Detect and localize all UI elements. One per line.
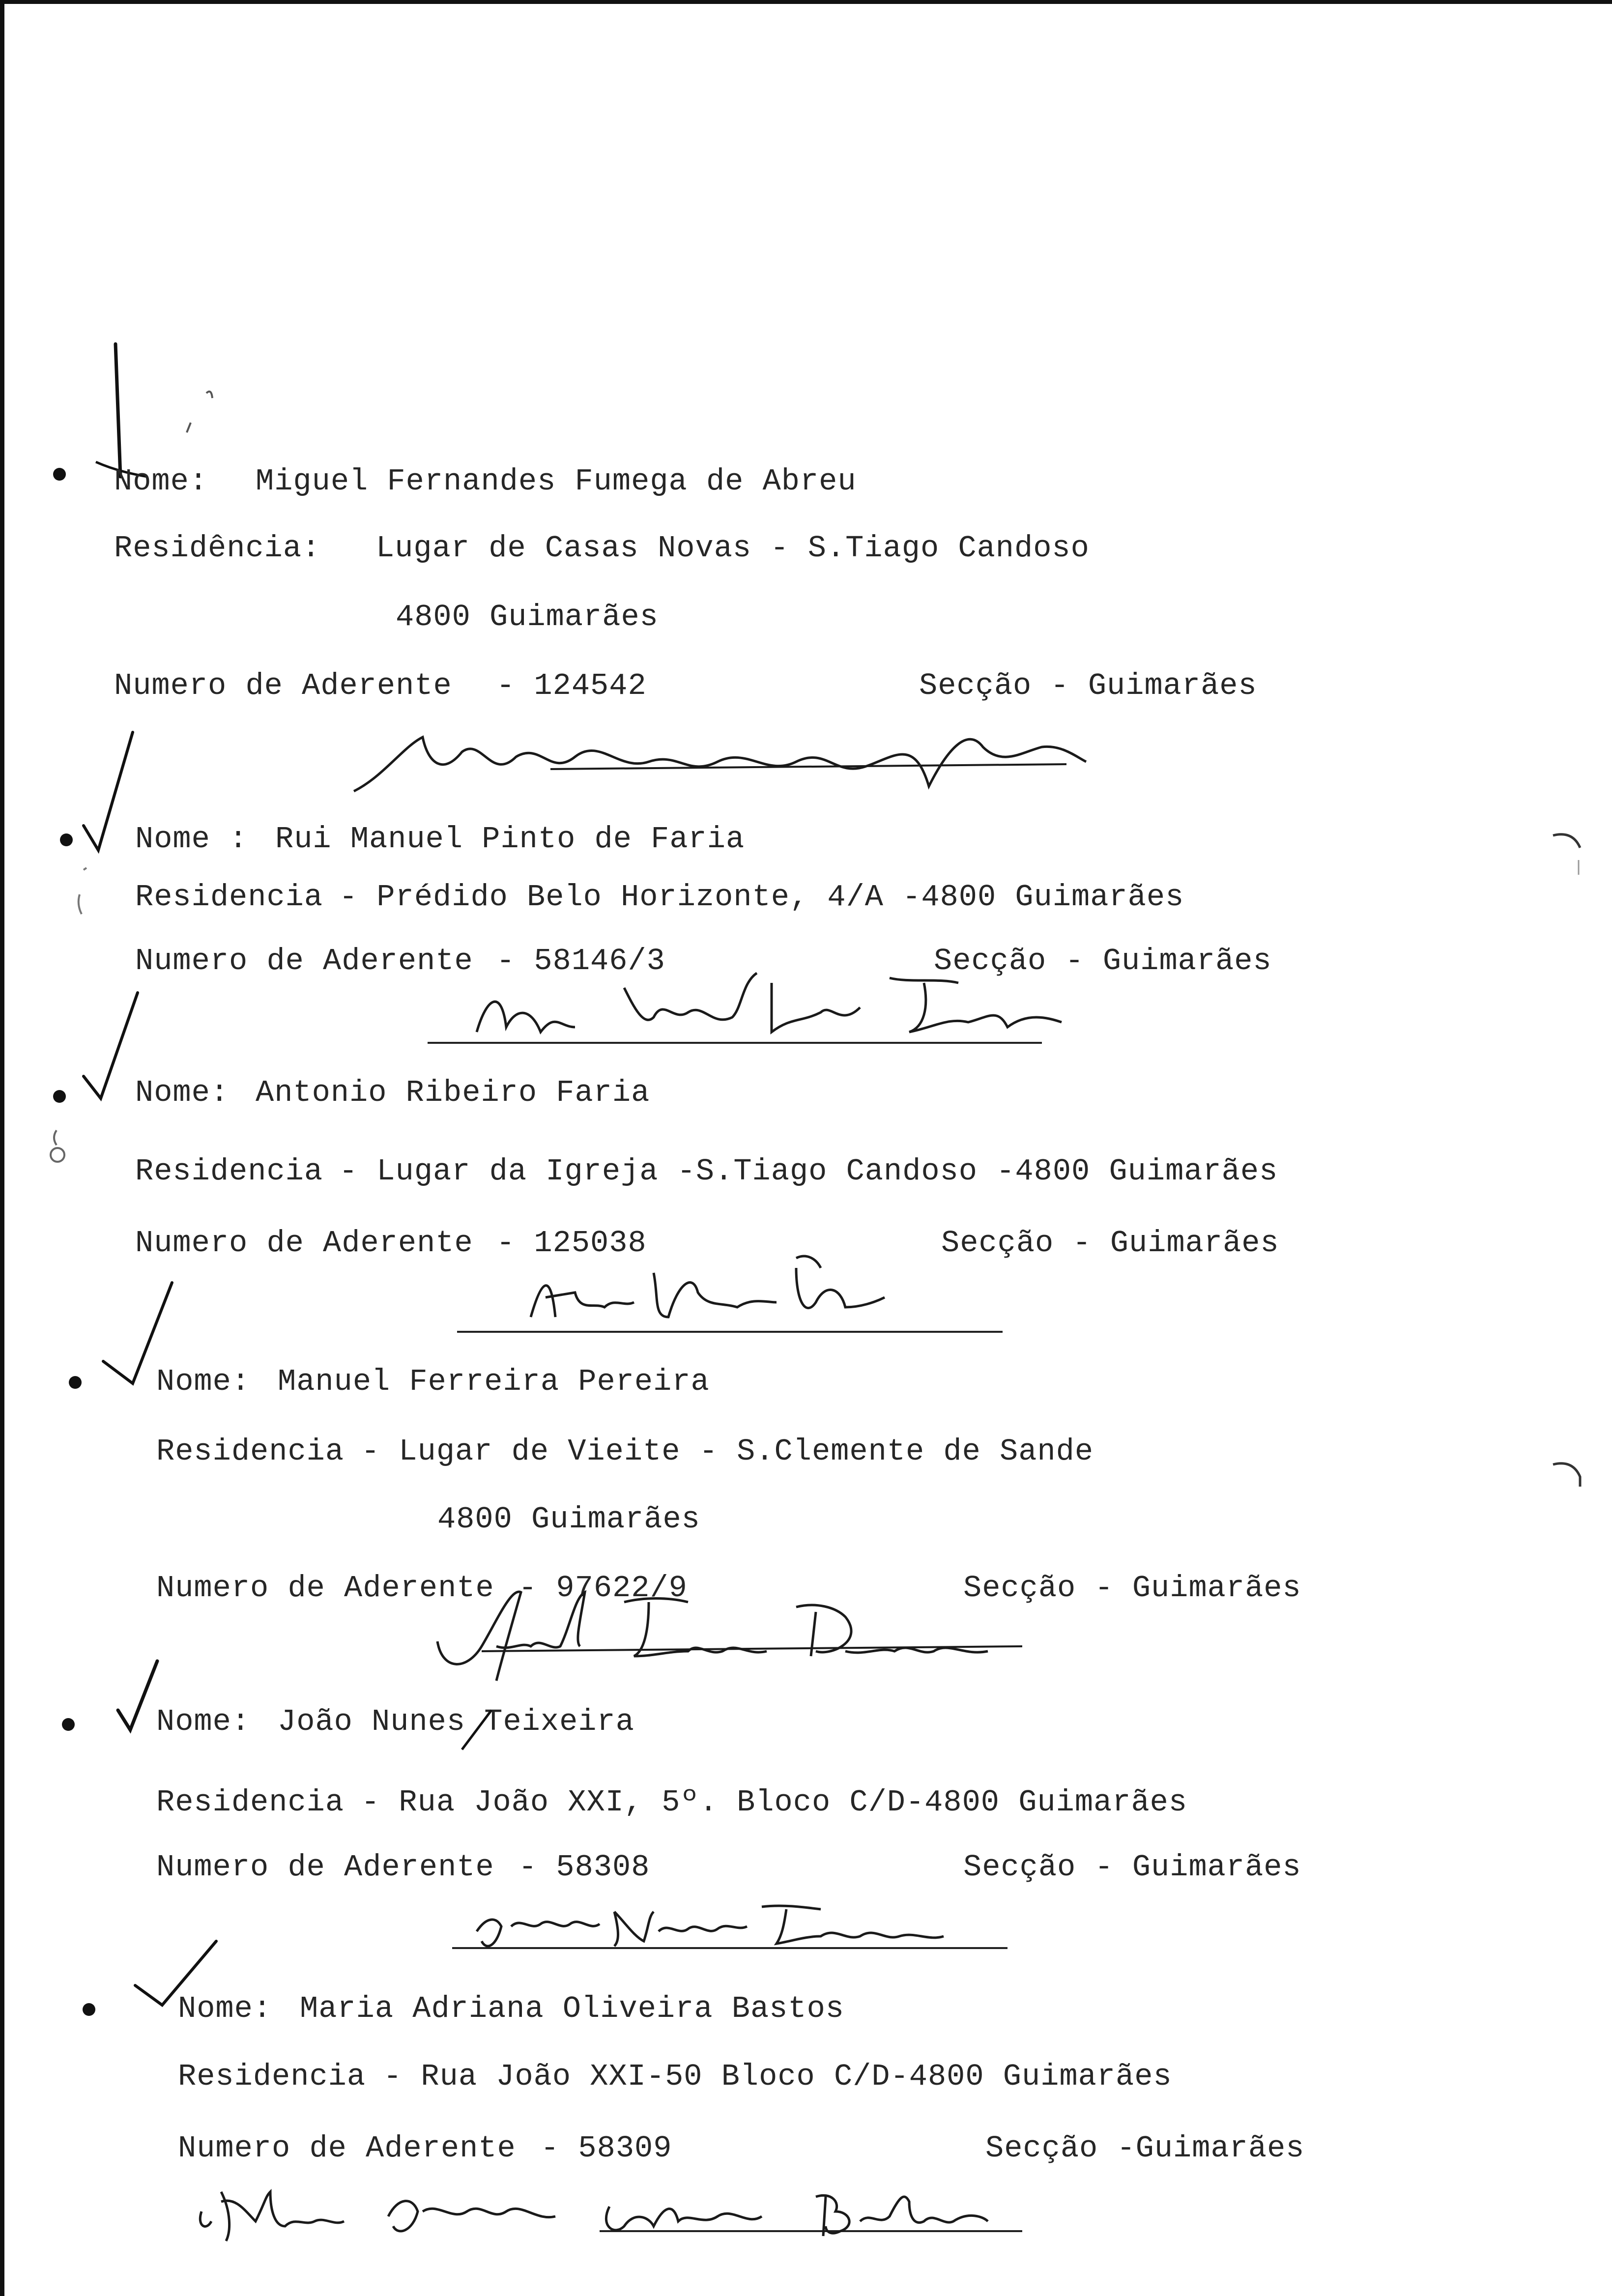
margin-mark-right-2 — [1548, 1455, 1587, 1494]
member-number: - 125038 — [496, 1226, 647, 1261]
residence-value: Lugar de Casas Novas - S.Tiago Candoso — [376, 531, 1090, 566]
residence-value: - Prédido Belo Horizonte, 4/A -4800 Guimarães — [339, 880, 1184, 915]
member-name: Antonio Ribeiro Faria — [256, 1075, 650, 1110]
member-name: João Nunes Teixeira — [278, 1704, 634, 1739]
section-value: Secção - Guimarães — [934, 944, 1272, 978]
residence-label: Residencia — [178, 2059, 366, 2094]
residence-value: - Rua João XXI, 5º. Bloco C/D-4800 Guimarães — [361, 1785, 1188, 1820]
residence-value: - Lugar da Igreja -S.Tiago Candoso -4800 Guimarães — [339, 1154, 1278, 1189]
margin-mark-left-1 — [74, 865, 103, 929]
name-label: Nome : — [135, 822, 248, 857]
member-name: Manuel Ferreira Pereira — [278, 1364, 710, 1399]
member-name: Miguel Fernandes Fumega de Abreu — [256, 464, 857, 499]
name-label: Nome: — [114, 464, 208, 499]
name-label: Nome: — [135, 1075, 230, 1110]
handwritten-signature — [192, 2182, 1008, 2251]
member-number-label: Numero de Aderente — [156, 1571, 494, 1606]
bullet-icon — [60, 833, 73, 846]
section-value: Secção - Guimarães — [919, 668, 1257, 703]
scan-border-top — [0, 0, 1612, 4]
member-number: - 58146/3 — [496, 944, 665, 978]
member-number-label: Numero de Aderente — [114, 668, 452, 703]
bullet-icon — [53, 468, 66, 481]
margin-mark-left-2 — [47, 1125, 76, 1175]
residence-value: - Lugar de Vieite - S.Clemente de Sande — [361, 1434, 1094, 1469]
residence-label: Residencia — [135, 1154, 323, 1189]
residence-label: Residência: — [114, 531, 321, 566]
member-number: - 124542 — [496, 668, 647, 703]
residence-value: - Rua João XXI-50 Bloco C/D-4800 Guimarães — [383, 2059, 1172, 2094]
member-number: - 97622/9 — [518, 1571, 688, 1606]
residence-label: Residencia — [156, 1785, 345, 1820]
margin-mark-right-1 — [1548, 826, 1587, 885]
member-number-label: Numero de Aderente — [156, 1850, 494, 1885]
member-number-label: Numero de Aderente — [135, 944, 473, 978]
residence-city: 4800 Guimarães — [396, 600, 659, 634]
margin-mark-top — [177, 383, 221, 442]
residence-label: Residencia — [135, 880, 323, 915]
member-number-label: Numero de Aderente — [135, 1226, 473, 1261]
name-label: Nome: — [156, 1704, 251, 1739]
section-value: Secção -Guimarães — [985, 2131, 1305, 2166]
handwritten-signature — [521, 1253, 894, 1337]
handwritten-signature — [467, 968, 1076, 1047]
member-number: - 58309 — [541, 2131, 672, 2166]
member-number-label: Numero de Aderente — [178, 2131, 516, 2166]
residence-label: Residencia — [156, 1434, 345, 1469]
name-label: Nome: — [178, 1991, 272, 2026]
scan-border-left — [0, 0, 4, 2296]
name-label: Nome: — [156, 1364, 251, 1399]
member-name: Rui Manuel Pinto de Faria — [275, 822, 745, 857]
handwritten-signature — [344, 718, 1091, 806]
slash-mark — [457, 1705, 496, 1754]
handwritten-signature — [423, 1582, 1032, 1695]
section-value: Secção - Guimarães — [963, 1850, 1301, 1885]
bullet-icon — [53, 1090, 66, 1103]
handwritten-signature — [467, 1897, 958, 1956]
bullet-icon — [83, 2003, 95, 2016]
residence-city: 4800 Guimarães — [437, 1502, 700, 1537]
bullet-icon — [69, 1376, 82, 1389]
bullet-icon — [62, 1718, 75, 1731]
section-value: Secção - Guimarães — [941, 1226, 1279, 1261]
member-name: Maria Adriana Oliveira Bastos — [300, 1991, 844, 2026]
member-number: - 58308 — [518, 1850, 650, 1885]
section-value: Secção - Guimarães — [963, 1571, 1301, 1606]
